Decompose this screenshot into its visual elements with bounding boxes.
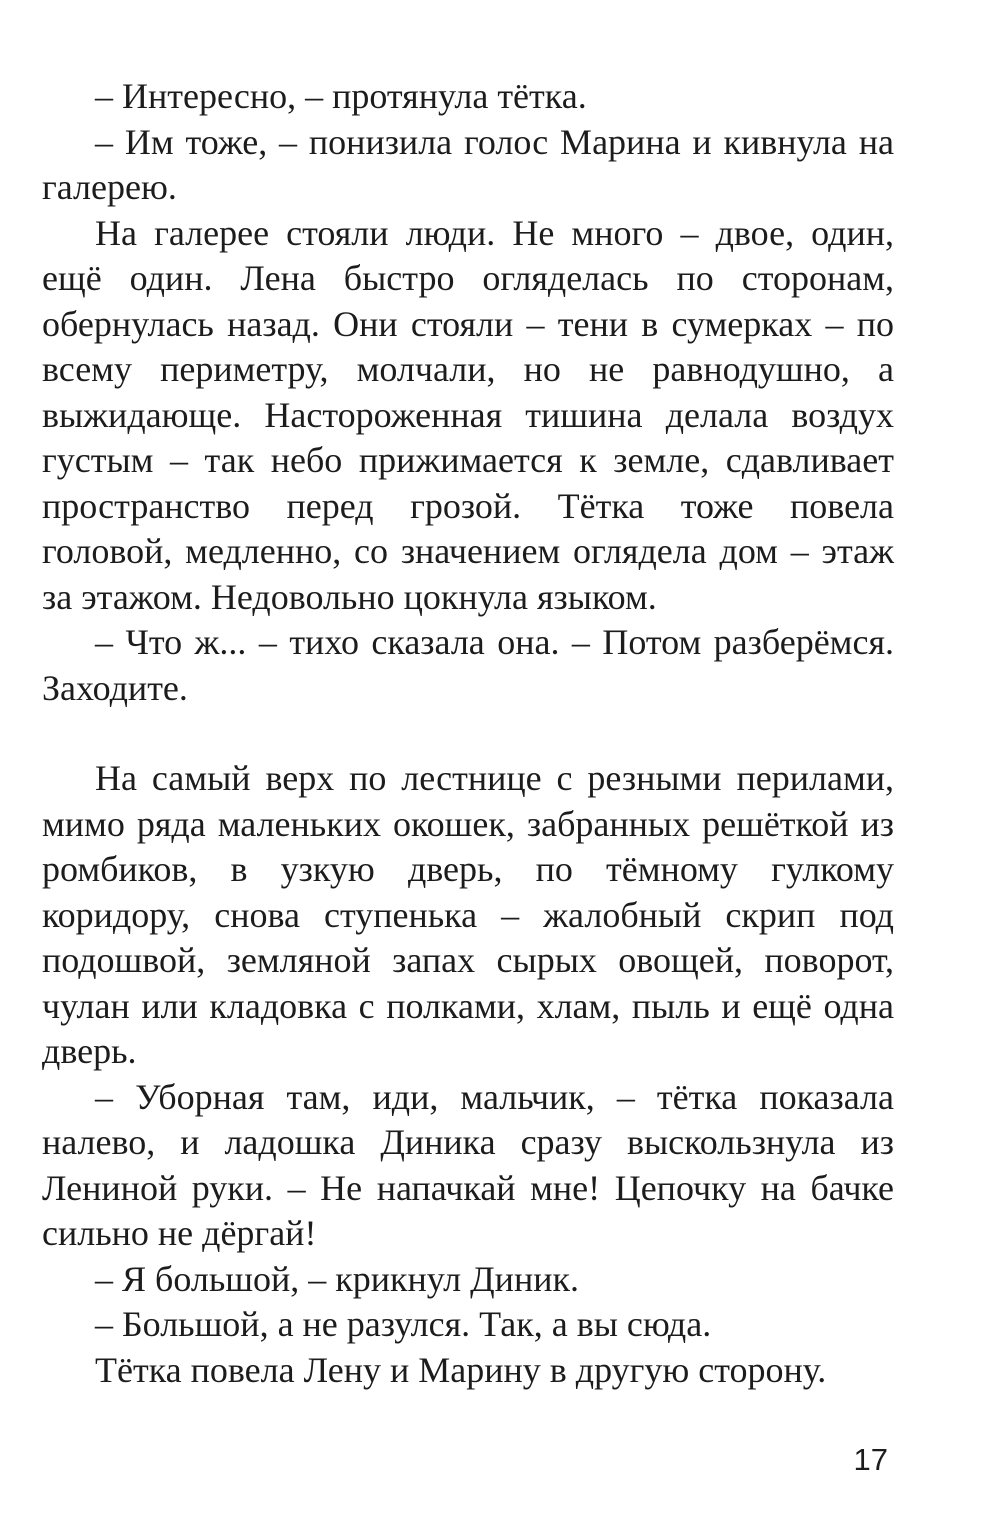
paragraph: – Большой, а не разулся. Так, а вы сюда. <box>95 1304 712 1344</box>
text-section <box>42 756 894 1393</box>
text-section <box>42 74 894 711</box>
paragraph: – Я большой, – крикнул Диник. <box>95 1258 579 1299</box>
page-number: 17 <box>853 1442 888 1477</box>
paragraph: Тётка повела Лену и Марину в другую сторону. <box>95 1349 827 1390</box>
paragraph: – Интересно, – протянула тётка. <box>95 76 587 116</box>
paragraph: На самый верх по лестнице с резными перилами, мимо ряда маленьких окошек, забранных решёткой из ромбиков, в узкую дверь, по тёмному гулкому коридору, снова ступенька – жалобный скрип под подошвой, земляной запах сырых овощей, поворот, чулан или кладовка с полками, хлам, пыль и ещё одна дверь. <box>42 758 894 1071</box>
paragraph: На галерее стояли люди. Не много – двое, один, ещё один. Лена быстро огляделась по сторонам, обернулась назад. Они стояли – тени в сумерках – по всему периметру, молчали, но не равнодушно, а выжидающе. Настороженная тишина делала воздух густым – так небо прижимается к земле, сдавливает пространство перед грозой. Тётка тоже повела головой, медленно, со значением оглядела дом – этаж за этажом. Недовольно цокнула языком. <box>42 212 894 617</box>
paragraph: – Им тоже, – понизила голос Марина и кивнула на галерею. <box>42 121 894 207</box>
paragraph: – Уборная там, иди, мальчик, – тётка показала налево, и ладошка Диника сразу выскользнула из Лениной руки. – Не напачкай мне! Цепочку на бачке сильно не дёргай! <box>42 1076 894 1253</box>
paragraph: – Что ж... – тихо сказала она. – Потом разберёмся. Заходите. <box>42 622 894 708</box>
